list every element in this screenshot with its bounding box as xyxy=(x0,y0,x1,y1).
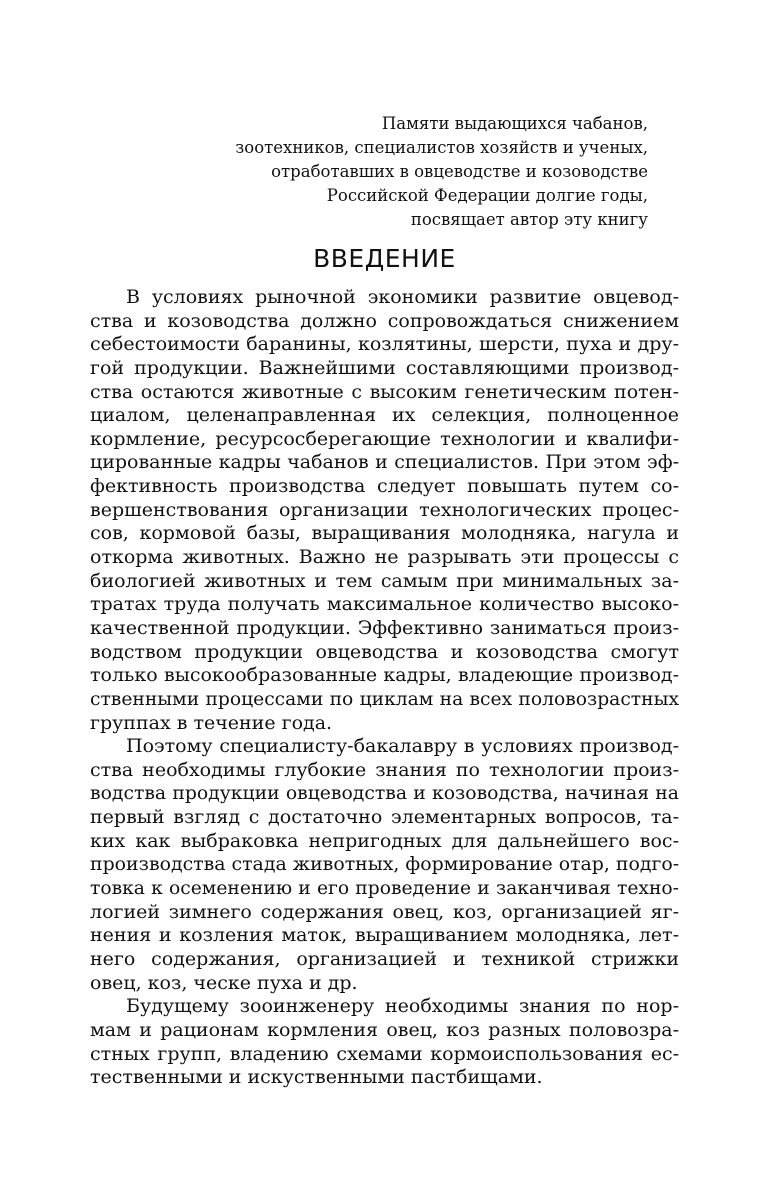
paragraph-3 xyxy=(90,995,679,1090)
text-line: кормление, ресурсосберегающие технологии и квалифи- xyxy=(90,427,679,450)
epigraph-line: Российской Федерации долгие годы, xyxy=(326,186,648,205)
text-line: ственными процессами по циклам на всех половозрастных xyxy=(90,688,679,710)
text-line: Поэтому специалисту-бакалавру в условиях производ- xyxy=(126,735,679,758)
text-line: тратах труда получать максимальное количество высоко- xyxy=(90,593,679,616)
epigraph xyxy=(188,112,648,232)
text-line: ства необходимы глубокие знания по технологии произ- xyxy=(90,758,679,781)
text-line: тественными и искуственными пастбищами. xyxy=(90,1066,543,1089)
text-line: вершенствования организации технологических процес- xyxy=(90,498,679,521)
epigraph-line: посвящает автор эту книгу xyxy=(410,210,648,229)
text-line: группах в течение года. xyxy=(90,711,333,734)
text-line: фективность производства следует повышать путем со- xyxy=(90,475,679,498)
text-line: Будущему зооинженеру необходимы знания по нор- xyxy=(126,995,679,1018)
text-line: гой продукции. Важнейшими составляющими производ- xyxy=(90,356,679,379)
text-line: водством продукции овцеводства и козоводства смогут xyxy=(90,640,679,663)
text-line: В условиях рыночной экономики развитие овцевод- xyxy=(126,286,679,308)
text-line: стных групп, владению схемами кормоиспользования ес- xyxy=(90,1042,679,1065)
text-line: качественной продукции. Эффективно заниматься произ- xyxy=(90,616,679,639)
text-line: первый взгляд с достаточно элементарных вопросов, та- xyxy=(90,806,679,829)
epigraph-line: отработавших в овцеводстве и козоводстве xyxy=(271,162,648,181)
text-line: только высокообразованные кадры, владеющие производ- xyxy=(90,664,679,687)
page-title: ВВЕДЕНИЕ xyxy=(313,244,456,273)
text-line: цированные кадры чабанов и специалистов. При этом эф- xyxy=(90,451,679,474)
paragraph-1 xyxy=(90,286,679,735)
text-line: циалом, целенаправленная их селекция, полноценное xyxy=(90,404,679,427)
text-line: него содержания, организацией и техникой стрижки xyxy=(90,947,679,970)
text-line: себестоимости баранины, козлятины, шерсти, пуха и дру- xyxy=(90,333,679,356)
text-line: производства стада животных, формирование отар, подго- xyxy=(90,853,679,876)
text-line: ких как выбраковка непригодных для дальнейшего вос- xyxy=(90,829,679,852)
text-line: ства и козоводства должно сопровождаться снижением xyxy=(90,309,679,332)
body-text xyxy=(90,286,679,1090)
paragraph-2 xyxy=(90,735,679,995)
text-line: ства остаются животные с высоким генетическим потен- xyxy=(90,380,679,403)
text-line: товка к осеменению и его проведение и заканчивая техно- xyxy=(90,878,679,900)
epigraph-line: зоотехников, специалистов хозяйств и ученых, xyxy=(235,138,648,157)
text-line: мам и рационам кормления овец, коз разных половозра- xyxy=(90,1018,679,1041)
text-line: водства продукции овцеводства и козоводства, начиная на xyxy=(90,783,679,805)
text-line: нения и козления маток, выращиванием молодняка, лет- xyxy=(90,924,679,947)
text-line: сов, кормовой базы, выращивания молодняка, нагула и xyxy=(90,522,679,545)
text-line: откорма животных. Важно не разрывать эти процессы с xyxy=(90,546,679,569)
text-line: биологией животных и тем самым при минимальных за- xyxy=(90,569,679,592)
text-line: логией зимнего содержания овец, коз, организацией яг- xyxy=(90,900,679,923)
text-line: овец, коз, ческе пуха и др. xyxy=(90,971,358,994)
epigraph-line: Памяти выдающихся чабанов, xyxy=(381,114,648,133)
